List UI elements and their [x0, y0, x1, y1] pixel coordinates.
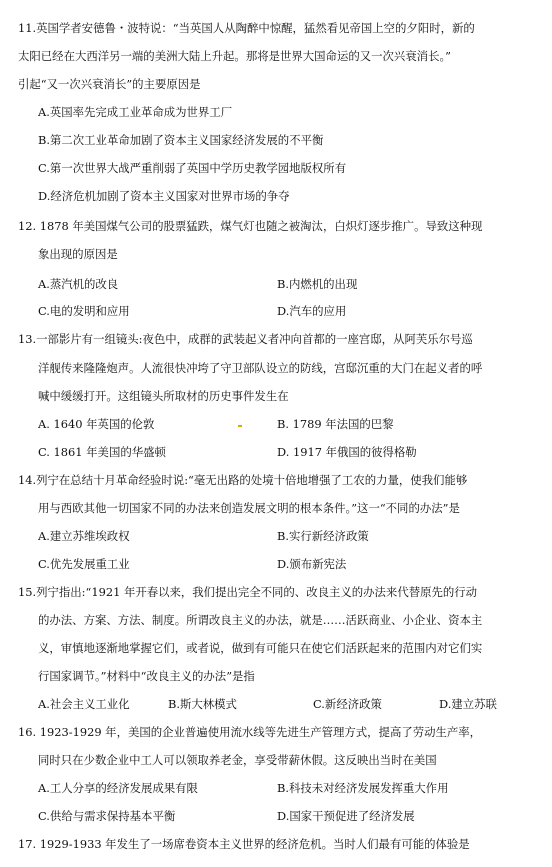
q14-stem-line-2: 用与西欧其他一切国家不同的办法来创造发展文明的根本条件。”这一“不同的办法”是 [38, 501, 460, 515]
q13-option-b: B. 1789 年法国的巴黎 [277, 417, 394, 431]
stray-mark [238, 425, 242, 427]
q12-option-c: C.电的发明和应用 [38, 304, 130, 318]
q15-option-a: A.社会主义工业化 [38, 697, 130, 711]
q14-stem-line-1: 14.列宁在总结十月革命经验时说:“毫无出路的处境十倍地增强了工农的力量，使我们能够 [18, 473, 468, 487]
q13-option-a: A. 1640 年英国的伦敦 [38, 417, 155, 431]
q16-option-b: B.科技未对经济发展发挥重大作用 [277, 781, 449, 795]
q16-stem-line-2: 同时只在少数企业中工人可以领取养老金，享受带薪休假。这反映出当时在美国 [38, 753, 437, 767]
q14-option-a: A.建立苏维埃政权 [38, 529, 130, 543]
q14-option-c: C.优先发展重工业 [38, 557, 130, 571]
q11-stem-line-1: 11.英国学者安德鲁・波特说：“当英国人从陶醉中惊醒，猛然看见帝国上空的夕阳时，新的 [18, 21, 475, 35]
q15-option-c: C.新经济政策 [313, 697, 382, 711]
q11-stem-line-3: 引起“又一次兴衰消长”的主要原因是 [18, 77, 201, 91]
q16-option-c: C.供给与需求保持基本平衡 [38, 809, 176, 823]
q11-option-c: C.第一次世界大战严重削弱了英国中学历史教学园地版权所有 [38, 161, 347, 175]
q11-option-d: D.经济危机加剧了资本主义国家对世界市场的争夺 [38, 189, 290, 203]
q12-stem-line-1: 12. 1878 年美国煤气公司的股票猛跌，煤气灯也随之被淘汰，白炽灯逐步推广。导致这种现 [18, 219, 483, 233]
q17-stem-line-1: 17. 1929-1933 年发生了一场席卷资本主义世界的经济危机。当时人们最有可能的体验是 [18, 837, 470, 851]
q12-option-b: B.内燃机的出现 [277, 277, 358, 291]
q15-stem-line-3: 义，审慎地逐渐地掌握它们，或者说，做到有可能只在使它们活跃起来的范围内对它们实 [38, 641, 483, 655]
q16-stem-line-1: 16. 1923-1929 年，美国的企业普遍使用流水线等先进生产管理方式，提高了劳动生产率， [18, 725, 482, 739]
q13-stem-line-3: 喊中缓缓打开。这组镜头所取材的历史事件发生在 [38, 389, 289, 403]
q14-option-b: B.实行新经济政策 [277, 529, 369, 543]
q13-option-c: C. 1861 年美国的华盛顿 [38, 445, 166, 459]
q14-option-d: D.颁布新宪法 [277, 557, 347, 571]
q15-option-d: D.建立苏联 [439, 697, 497, 711]
q15-stem-line-2: 的办法、方案、方法、制度。所谓改良主义的办法，就是……活跃商业、小企业、资本主 [38, 613, 483, 627]
q15-stem-line-1: 15.列宁指出:“1921 年开春以来，我们提出完全不同的、改良主义的办法来代替原先的行动 [18, 585, 478, 599]
q12-option-d: D.汽车的应用 [277, 304, 347, 318]
q15-stem-line-4: 行国家调节。”材料中“改良主义的办法”是指 [38, 669, 255, 683]
q13-option-d: D. 1917 年俄国的彼得格勒 [277, 445, 417, 459]
q16-option-a: A.工人分享的经济发展成果有限 [38, 781, 198, 795]
q12-stem-line-2: 象出现的原因是 [38, 247, 118, 261]
q11-option-a: A.英国率先完成工业革命成为世界工厂 [38, 105, 233, 119]
q12-option-a: A.蒸汽机的改良 [38, 277, 119, 291]
q13-stem-line-2: 洋舰传来隆隆炮声。人流很快冲垮了守卫部队设立的防线，宫邸沉重的大门在起义者的呼 [38, 361, 483, 375]
q15-option-b: B.斯大林模式 [168, 697, 237, 711]
q13-stem-line-1: 13.一部影片有一组镜头:夜色中，成群的武装起义者冲向首都的一座宫邸，从阿芙乐尔号巡 [18, 332, 473, 346]
q11-option-b: B.第二次工业革命加剧了资本主义国家经济发展的不平衡 [38, 133, 324, 147]
q11-stem-line-2: 太阳已经在大西洋另一端的美洲大陆上升起。那将是世界大国命运的又一次兴衰消长。” [18, 49, 451, 63]
q16-option-d: D.国家干预促进了经济发展 [277, 809, 415, 823]
